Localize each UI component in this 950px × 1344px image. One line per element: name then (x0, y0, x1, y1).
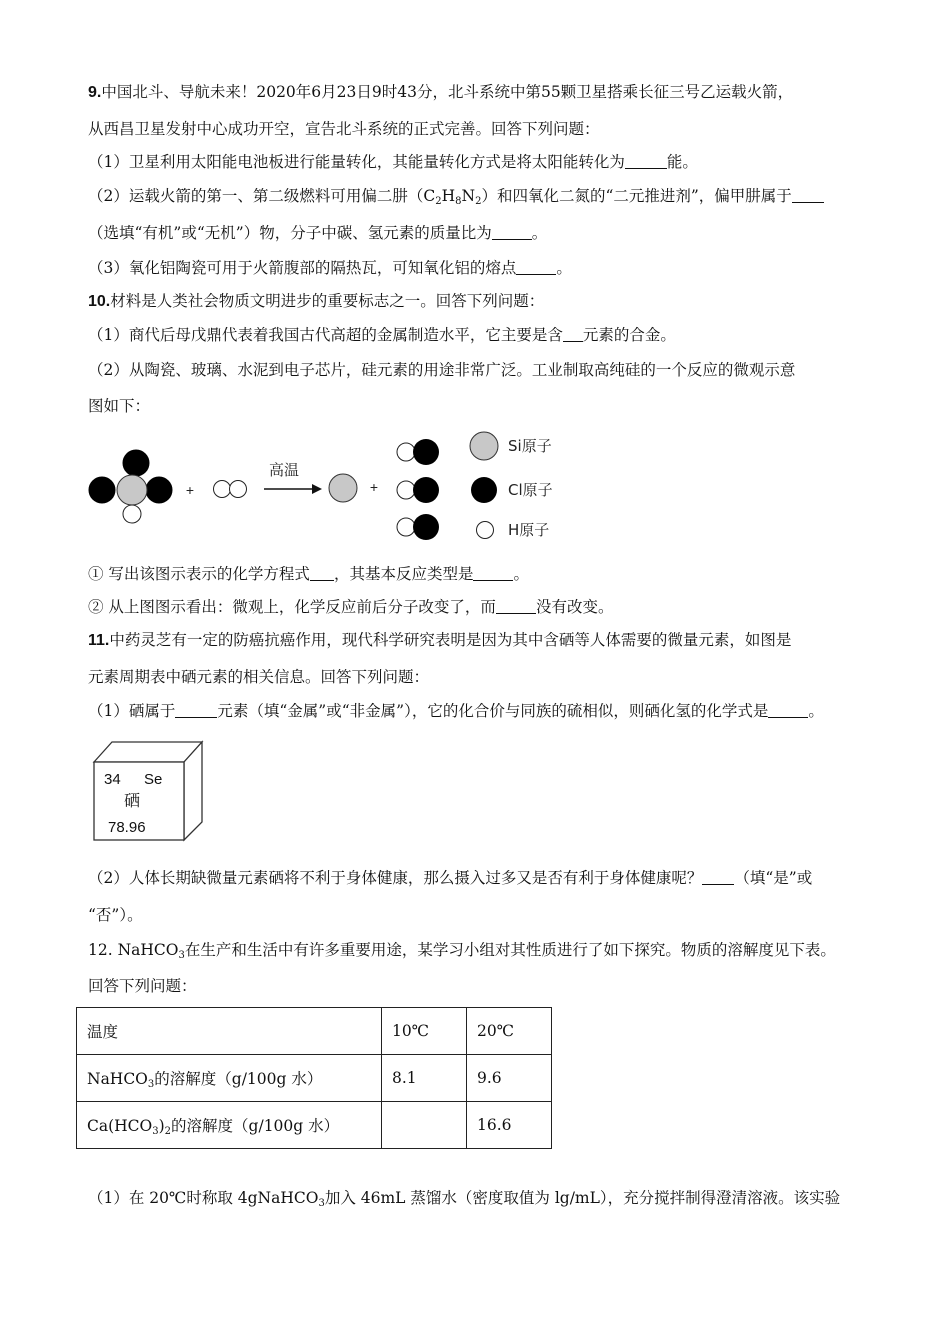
answer-blank (768, 703, 808, 718)
si-atom (117, 475, 147, 505)
answer-blank (563, 327, 583, 342)
q11-number: 11. (88, 632, 110, 649)
q10-number: 10. (88, 293, 111, 310)
table-row (77, 1055, 552, 1102)
product-molecule-hcl (397, 439, 439, 465)
q10-line1: 10.材料是人类社会物质文明进步的重要标志之一。回答下列问题： (88, 292, 545, 310)
q11-part2: （2）人体长期缺微量元素硒将不利于身体健康，那么摄入过多又是否有利于身体健康呢？ （填“是”或 (88, 869, 813, 887)
h-atom (214, 481, 231, 498)
plus-sign-2: + (369, 479, 379, 495)
reaction-diagram (86, 430, 586, 550)
q12-part1: （1）在 20℃时称取 4gNaHCO$_3$加入 46mL 蒸馏水（密度取值为 lg/mL），充分搅拌制得澄清溶液。该实验 (88, 1189, 841, 1209)
table-cell: 9.6 (467, 1055, 552, 1102)
answer-blank (310, 566, 334, 581)
legend-cl-label: Cl原子 (508, 481, 553, 499)
table-cell (382, 1102, 467, 1149)
table-cell: $Ca(HCO_3)_2$的溶解度（g/100g 水） (77, 1102, 382, 1149)
atomic-number: 34 (104, 771, 121, 788)
cl-atom (413, 477, 439, 503)
q9-part1: （1）卫星利用太阳能电池板进行能量转化，其能量转化方式是将太阳能转化为 能。 (88, 153, 698, 171)
answer-blank (792, 188, 824, 203)
answer-blank (473, 566, 513, 581)
table-cell: 8.1 (382, 1055, 467, 1102)
q9-line1: 9.中国北斗、导航未来！2020年6月23日9时43分，北斗系统中第55颗卫星搭乘长征三号乙运载火箭， (88, 83, 794, 101)
legend-si-symbol (470, 432, 498, 460)
legend-h-label: H原子 (508, 521, 550, 539)
product-si-atom (329, 474, 357, 502)
cl-atom (123, 450, 149, 476)
product-molecule-hcl (397, 514, 439, 540)
q10-sub1: ① 写出该图示表示的化学方程式 ，其基本反应类型是 。 (88, 565, 529, 583)
q9-part2-cont: （选填“有机”或“无机”）物，分子中碳、氢元素的质量比为 。 (88, 224, 548, 242)
h-atom (397, 481, 415, 499)
q11-line2: 元素周期表中硒元素的相关信息。回答下列问题： (88, 668, 430, 686)
q9-line2: 从西昌卫星发射中心成功开空，宣告北斗系统的正式完善。回答下列问题： (88, 120, 600, 138)
table-cell: 温度 (77, 1008, 382, 1055)
table-cell: 16.6 (467, 1102, 552, 1149)
solubility-table (76, 1007, 552, 1149)
reaction-arrow (264, 484, 322, 494)
q11-part1: （1）硒属于 元素（填“金属”或“非金属”），它的化合价与同族的硫相似，则硒化氢的化学式是 。 (88, 702, 824, 720)
q12-line2: 回答下列问题： (88, 977, 197, 995)
h-atom (123, 505, 141, 523)
cl-atom (146, 477, 172, 503)
legend-si-label: Si原子 (508, 437, 552, 455)
table-cell: 20℃ (467, 1008, 552, 1055)
answer-blank (492, 225, 532, 240)
answer-blank (625, 154, 667, 169)
q9-part3: （3）氧化铝陶瓷可用于火箭腹部的隔热瓦，可知氧化铝的熔点 。 (88, 259, 572, 277)
reactant-molecule-h2 (214, 481, 247, 498)
reactant-molecule-sihcl3 (89, 450, 172, 523)
q10-part2-cont: 图如下： (88, 397, 151, 415)
answer-blank (496, 599, 536, 614)
h-atom (397, 443, 415, 461)
element-card-selenium (88, 740, 208, 842)
answer-blank (516, 260, 556, 275)
cl-atom (89, 477, 115, 503)
plus-sign-1: + (185, 482, 195, 498)
arrow-label: 高温 (268, 461, 300, 479)
table-row (77, 1102, 552, 1149)
table-cell: NaHCO$_3$的溶解度（g/100g 水） (77, 1055, 382, 1102)
answer-blank (175, 703, 217, 718)
cl-atom (413, 514, 439, 540)
q12-line1: 12. NaHCO$_3$在生产和生活中有许多重要用途，某学习小组对其性质进行了如下探究。物质的溶解度见下表。 (88, 941, 836, 961)
element-symbol: Se (144, 771, 163, 788)
q10-sub2: ② 从上图图示看出：微观上，化学反应前后分子改变了，而 没有改变。 (88, 598, 614, 616)
q11-part2-cont: “否”）。 (88, 906, 143, 924)
q10-part2: （2）从陶瓷、玻璃、水泥到电子芯片，硅元素的用途非常广泛。工业制取高纯硅的一个反应的微观示意 (88, 361, 796, 379)
element-name: 硒 (124, 791, 141, 810)
legend (470, 432, 553, 539)
q9-number: 9. (88, 84, 102, 101)
atomic-mass: 78.96 (108, 819, 146, 836)
h-atom (230, 481, 247, 498)
legend-h-symbol (477, 522, 494, 539)
q11-line1: 11.中药灵芝有一定的防癌抗癌作用，现代科学研究表明是因为其中含硒等人体需要的微量元素，如图是 (88, 631, 792, 649)
q9-part2: （2）运载火箭的第一、第二级燃料可用偏二肼$(C_2H_8N_2)$和四氧化二氮的“二元推进剂”，偏甲肼属于 (88, 186, 824, 212)
table-row (77, 1008, 552, 1055)
table-cell: 10℃ (382, 1008, 467, 1055)
answer-blank (702, 870, 734, 885)
h-atom (397, 518, 415, 536)
q10-part1: （1）商代后母戊鼎代表着我国古代高超的金属制造水平，它主要是含 元素的合金。 (88, 326, 676, 344)
legend-cl-symbol (471, 477, 497, 503)
cl-atom (413, 439, 439, 465)
product-molecule-hcl (397, 477, 439, 503)
